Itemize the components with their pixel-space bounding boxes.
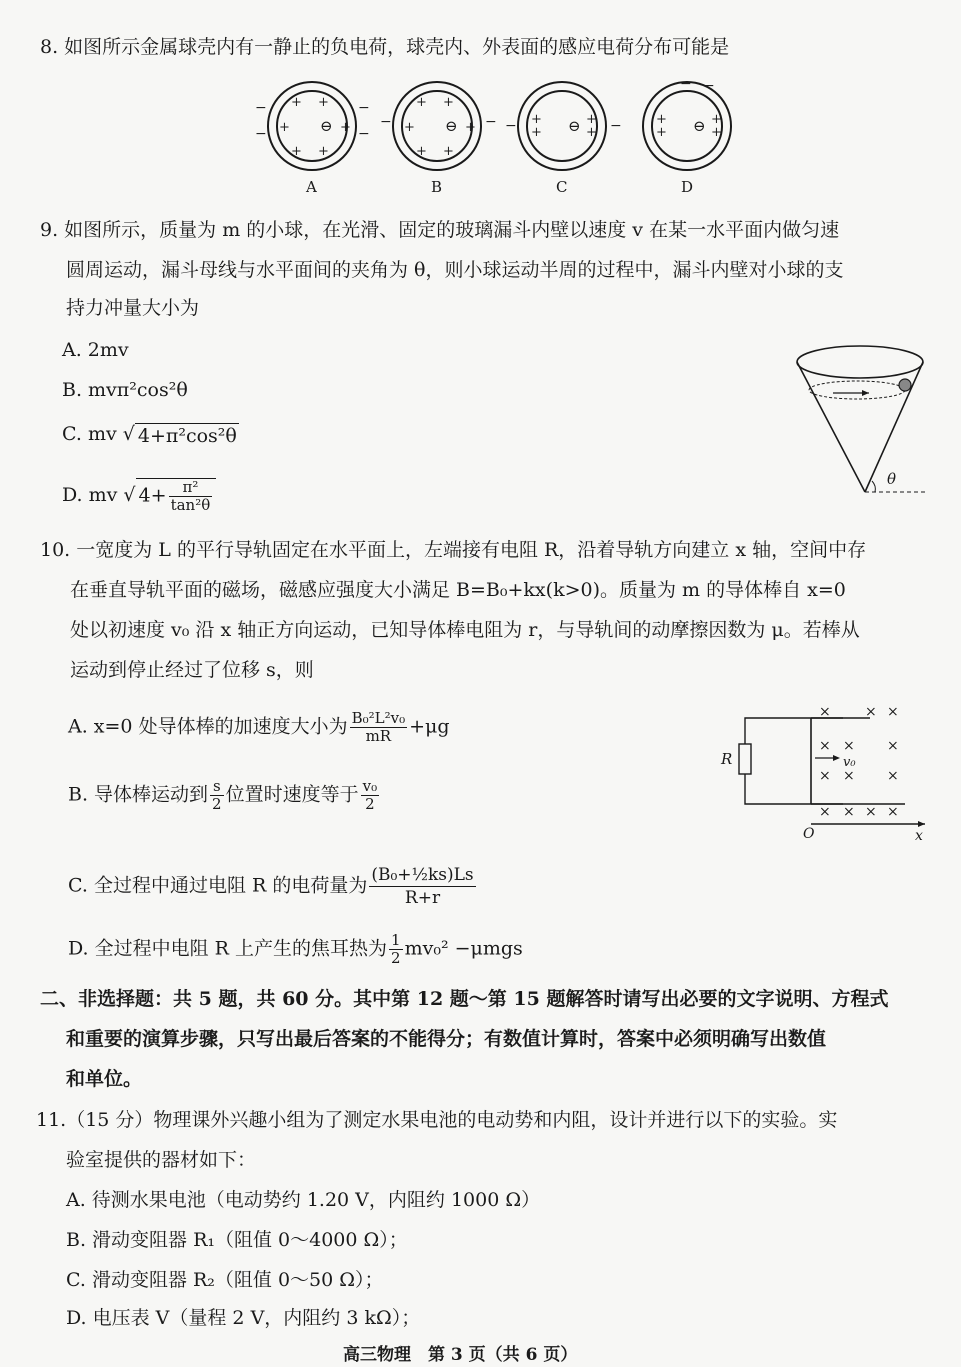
q10-option-b-den2: 2 <box>365 795 375 813</box>
magnetic-field-cross: × <box>865 804 877 820</box>
q11-stem-line2: 验室提供的器材如下： <box>66 1149 257 1171</box>
plus-charge-sign: + <box>656 125 667 140</box>
q9-option-c: C. mv √ 4+π²cos²θ <box>62 423 237 447</box>
magnetic-field-cross: × <box>819 704 831 720</box>
q10-option-b-mid: 位置时速度等于 <box>225 783 359 806</box>
minus-charge-sign: − <box>358 126 370 142</box>
shell-d <box>643 76 731 196</box>
q9-option-d-radical-lead: 4+ <box>138 484 167 507</box>
q10-option-b <box>68 778 381 813</box>
q11-option-a: A. 待测水果电池（电动势约 1.20 V，内阻约 1000 Ω） <box>66 1189 541 1211</box>
angle-theta-label: θ <box>887 470 897 488</box>
magnetic-field-cross: × <box>865 704 877 720</box>
magnetic-field-cross: × <box>843 768 855 784</box>
plus-charge-sign: + <box>318 144 329 159</box>
shell-b <box>380 82 497 196</box>
magnetic-field-cross: × <box>887 804 899 820</box>
q10-option-a-suffix: +μg <box>409 715 450 738</box>
x-axis-label: x <box>915 828 923 844</box>
q10-stem-line1: 10. 一宽度为 L 的平行导轨固定在水平面上，左端接有电阻 R，沿着导轨方向建立 x 轴，空间中存 <box>40 539 867 561</box>
plus-charge-sign: + <box>711 125 722 140</box>
plus-charge-sign: + <box>404 120 415 135</box>
q10-option-d-num: 1 <box>391 931 401 949</box>
q9-option-c-radical: 4+π²cos²θ <box>135 423 239 448</box>
q9-stem-line1: 9. 如图所示，质量为 m 的小球，在光滑、固定的玻璃漏斗内壁以速度 v 在某一水平面内做匀速 <box>40 219 840 241</box>
minus-charge-sign: − <box>358 100 370 116</box>
q9-option-d: D. mv √ 4+ $\frac{\text{π²}}{\text{tan²θ}}$ <box>62 478 216 514</box>
section2-line3: 和单位。 <box>66 1068 143 1090</box>
q10-option-a-num: B₀²L²v₀ <box>351 709 406 727</box>
magnetic-field-cross: × <box>843 738 855 754</box>
minus-charge-sign: − <box>680 76 692 92</box>
q10-option-a-den: mR <box>365 727 392 745</box>
plus-charge-sign: + <box>279 120 290 135</box>
rail-circuit-diagram <box>715 700 940 850</box>
q11-option-c: C. 滑动变阻器 R₂（阻值 0～50 Ω）； <box>66 1269 384 1291</box>
q9-option-d-den: tan²θ <box>170 496 211 514</box>
q10-option-d-prefix: D. 全过程中电阻 R 上产生的焦耳热为 <box>68 937 388 960</box>
q10-option-c-num: (B₀+½ks)Ls <box>371 865 474 885</box>
q10-option-b-num1: s <box>210 778 224 796</box>
q11-stem-line1: 11.（15 分）物理课外兴趣小组为了测定水果电池的电动势和内阻，设计并进行以下的实验。实 <box>36 1109 838 1131</box>
plus-charge-sign: + <box>531 112 542 127</box>
minus-charge-sign: − <box>255 126 267 142</box>
magnetic-field-cross: × <box>843 804 855 820</box>
magnetic-field-cross: × <box>819 738 831 754</box>
shell-label: A <box>306 178 317 196</box>
q9-option-b: B. mvπ²cos²θ <box>62 379 188 401</box>
q9-stem-line3: 持力冲量大小为 <box>66 297 200 319</box>
q10-stem-line3: 处以初速度 v₀ 沿 x 轴正方向运动，已知导体棒电阻为 r，与导轨间的动摩擦因数为 μ。若棒从 <box>70 619 860 641</box>
negative-point-charge: ⊖ <box>568 117 581 135</box>
shell-label: B <box>431 178 443 196</box>
q9-stem-line2: 圆周运动，漏斗母线与水平面间的夹角为 θ，则小球运动半周的过程中，漏斗内壁对小球的支 <box>66 259 844 281</box>
minus-charge-sign: − <box>485 114 497 130</box>
q11-option-b: B. 滑动变阻器 R₁（阻值 0～4000 Ω）； <box>66 1229 408 1251</box>
minus-charge-sign: − <box>505 118 517 134</box>
negative-point-charge: ⊖ <box>320 117 333 135</box>
q9-option-c-prefix: C. mv <box>62 423 117 445</box>
q10-option-b-num2: v₀ <box>362 777 378 795</box>
q8-stem: 8. 如图所示金属球壳内有一静止的负电荷，球壳内、外表面的感应电荷分布可能是 <box>40 36 730 58</box>
plus-charge-sign: + <box>416 95 427 110</box>
q10-stem-line2: 在垂直导轨平面的磁场，磁感应强度大小满足 B=B₀+kx(k>0)。质量为 m 的导体棒自 x=0 <box>70 579 846 601</box>
q10-rail-figure <box>715 700 940 850</box>
velocity-label: v₀ <box>843 755 856 770</box>
plus-charge-sign: + <box>291 95 302 110</box>
q10-option-d-suffix: mv₀² −μmgs <box>404 937 523 960</box>
plus-charge-sign: + <box>465 120 476 135</box>
q9-funnel-figure <box>795 340 935 500</box>
plus-charge-sign: + <box>586 125 597 140</box>
shell-a <box>255 82 370 196</box>
section2-line2: 和重要的演算步骤，只写出最后答案的不能得分；有数值计算时，答案中必须明确写出数值 <box>66 1028 827 1050</box>
q10-option-b-den1: 2 <box>212 795 222 813</box>
plus-charge-sign: + <box>531 125 542 140</box>
magnetic-field-cross: × <box>819 804 831 820</box>
minus-charge-sign: − <box>610 118 622 134</box>
magnetic-field-cross: × <box>819 768 831 784</box>
q10-option-c <box>68 864 478 909</box>
q11-option-d: D. 电压表 V（量程 2 V，内阻约 3 kΩ）； <box>66 1307 421 1329</box>
plus-charge-sign: + <box>443 95 454 110</box>
magnetic-field-cross: × <box>887 738 899 754</box>
shell-label: C <box>556 178 568 196</box>
negative-point-charge: ⊖ <box>693 117 706 135</box>
q9-option-a: A. 2mv <box>62 339 129 361</box>
plus-charge-sign: + <box>711 112 722 127</box>
plus-charge-sign: + <box>291 144 302 159</box>
magnetic-field-cross: × <box>887 768 899 784</box>
q8-shells-diagram <box>255 78 735 198</box>
q9-option-d-prefix: D. mv <box>62 484 118 506</box>
minus-charge-sign: − <box>703 78 715 94</box>
q10-option-d-den: 2 <box>391 949 401 967</box>
ball-icon <box>899 379 911 391</box>
q10-option-b-prefix: B. 导体棒运动到 <box>68 783 209 806</box>
funnel-diagram <box>795 340 935 500</box>
minus-charge-sign: − <box>255 100 267 116</box>
q10-option-c-prefix: C. 全过程中通过电阻 R 的电荷量为 <box>68 874 368 897</box>
minus-charge-sign: − <box>380 114 392 130</box>
shell-c <box>505 82 622 196</box>
page-footer: 高三物理 第 3 页（共 6 页） <box>343 1345 578 1365</box>
q10-option-c-den: R+r <box>404 888 441 908</box>
section2-line1: 二、非选择题：共 5 题，共 60 分。其中第 12 题～第 15 题解答时请写出必要的文字说明、方程式 <box>40 988 889 1010</box>
q10-stem-line4: 运动到停止经过了位移 s，则 <box>70 659 314 681</box>
q10-option-a <box>68 710 450 745</box>
resistor-label: R <box>721 750 733 768</box>
q10-option-d <box>68 932 523 967</box>
plus-charge-sign: + <box>340 120 351 135</box>
q10-option-a-prefix: A. x=0 处导体棒的加速度大小为 <box>68 715 348 738</box>
plus-charge-sign: + <box>443 144 454 159</box>
magnetic-field-cross: × <box>887 704 899 720</box>
negative-point-charge: ⊖ <box>445 117 458 135</box>
plus-charge-sign: + <box>586 112 597 127</box>
shell-label: D <box>681 178 694 196</box>
q9-option-d-num: π² <box>169 479 213 497</box>
plus-charge-sign: + <box>416 144 427 159</box>
origin-label: O <box>803 826 815 842</box>
plus-charge-sign: + <box>318 95 329 110</box>
q8-figure <box>255 78 735 198</box>
plus-charge-sign: + <box>656 112 667 127</box>
